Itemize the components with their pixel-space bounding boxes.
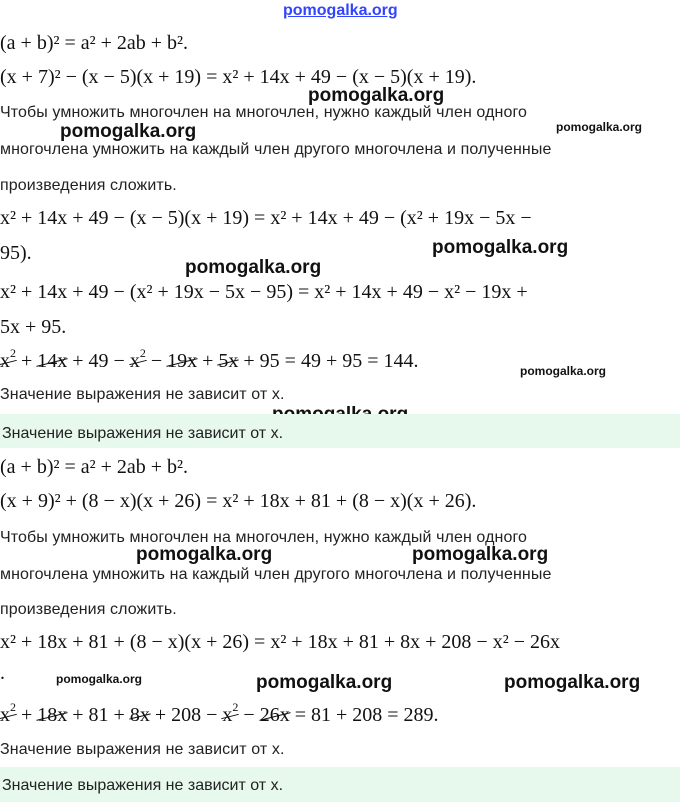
rule-text-line: произведения сложить.	[0, 601, 177, 618]
watermark: pomogalka.org	[136, 544, 273, 565]
cancellation-result: $x^2 + 14x + 49 - x^2 - 19x + 5x + 95 = 49 + 95 = 144$.	[0, 346, 419, 372]
answer-text: Значение выражения не зависит от x.	[2, 777, 284, 794]
expansion-step: x² + 18x + 81 + (8 − x)(x + 26) = x² + 18x + 81 + 8x + 208 − x² − 26x	[0, 631, 560, 653]
watermark: pomogalka.org	[185, 257, 322, 278]
watermark: pomogalka.org	[256, 672, 393, 693]
watermark: pomogalka.org	[60, 121, 197, 142]
watermark: pomogalka.org	[432, 237, 569, 258]
watermark: pomogalka.org	[412, 544, 549, 565]
expansion-step: x² + 14x + 49 − (x − 5)(x + 19) = x² + 14x + 49 − (x² + 19x − 5x −	[0, 207, 532, 229]
watermark: pomogalka.org	[520, 364, 607, 378]
watermark: pomogalka.org	[56, 672, 143, 686]
expansion-step-continued: 95).	[0, 242, 32, 264]
expression-line: (x + 9)² + (8 − x)(x + 26) = x² + 18x + 81 + (8 − x)(x + 26).	[0, 490, 477, 512]
conclusion-text: Значение выражения не зависит от x.	[0, 741, 285, 758]
rule-text-line: произведения сложить.	[0, 177, 177, 194]
rule-text-line: многочлена умножить на каждый член другого многочлена и полученные	[0, 141, 552, 158]
answer-box	[0, 767, 680, 802]
watermark: pomogalka.org	[283, 2, 398, 19]
expression-line: (x + 7)² − (x − 5)(x + 19) = x² + 14x + 49 − (x − 5)(x + 19).	[0, 66, 477, 88]
rule-text-line: Чтобы умножить многочлен на многочлен, нужно каждый член одного	[0, 529, 528, 546]
cancellation-result: $x^2 + 18x + 81 + 8x + 208 - x^2 - 26x = 81 + 208 = 289$.	[0, 700, 439, 726]
conclusion-text: Значение выражения не зависит от x.	[0, 386, 285, 403]
answer-box	[0, 414, 680, 448]
expansion-step-continued: .	[0, 662, 5, 684]
watermark: pomogalka.org	[504, 672, 641, 693]
simplification-step: x² + 14x + 49 − (x² + 19x − 5x − 95) = x² + 14x + 49 − x² − 19x +	[0, 281, 528, 303]
result-value: + 95 = 49 + 95 = 144.	[238, 350, 419, 372]
square-formula: (a + b)² = a² + 2ab + b².	[0, 32, 189, 54]
rule-text-line: Чтобы умножить многочлен на многочлен, нужно каждый член одного	[0, 104, 528, 121]
square-formula: (a + b)² = a² + 2ab + b².	[0, 456, 189, 478]
answer-text: Значение выражения не зависит от x.	[2, 425, 284, 442]
result-value: = 81 + 208 = 289.	[289, 704, 439, 726]
simplification-step-continued: 5x + 95.	[0, 316, 67, 338]
rule-text-line: многочлена умножить на каждый член другого многочлена и полученные	[0, 566, 552, 583]
watermark: pomogalka.org	[308, 85, 445, 106]
watermark: pomogalka.org	[556, 120, 643, 134]
